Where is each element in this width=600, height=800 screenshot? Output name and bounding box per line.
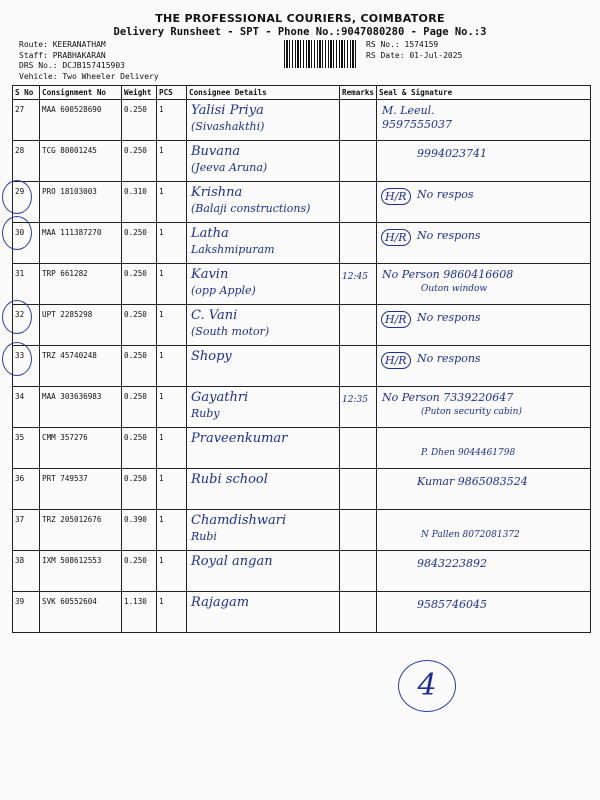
sno-circle-mark (2, 180, 32, 214)
consignee-detail: Lakshmipuram (191, 243, 275, 256)
signature-note: No respons (417, 311, 481, 324)
table-row (13, 428, 591, 469)
cell-consignment: PRO 18103003 (40, 182, 122, 223)
consignee-name: Krishna (191, 185, 243, 200)
header-consignment: Consignment No (40, 86, 122, 100)
table-row (13, 510, 591, 551)
cell-consignment: TRZ 45740248 (40, 346, 122, 387)
table-header-row (13, 86, 591, 100)
consignee-name: Gayathri (191, 390, 249, 405)
cell-pcs: 1 (157, 592, 187, 633)
signature-note: (Puton security cabin) (421, 407, 522, 417)
route-info (19, 40, 159, 82)
runsheet-subtitle: Delivery Runsheet - SPT - Phone No.:9047080280 - Page No.:3 (113, 26, 487, 38)
cell-pcs: 1 (157, 305, 187, 346)
cell-remarks (340, 223, 377, 264)
signature-note: Kumar 9865083524 (417, 475, 528, 488)
cell-seal-signature (377, 264, 591, 305)
signature-note: N Pallen 8072081372 (421, 530, 520, 540)
cell-consignee (187, 141, 340, 182)
signature-note: 9597555037 (382, 118, 452, 131)
consignee-name: Rubi school (191, 472, 268, 487)
company-title: THE PROFESSIONAL COURIERS, COIMBATORE (155, 12, 445, 25)
cell-weight: 0.390 (122, 510, 157, 551)
cell-consignee (187, 100, 340, 141)
consignee-name: Chamdishwari (191, 513, 287, 528)
consignee-name: Shopy (191, 349, 232, 364)
table-row (13, 592, 591, 633)
cell-weight: 0.250 (122, 264, 157, 305)
cell-sno: 27 (13, 100, 40, 141)
table-row (13, 264, 591, 305)
cell-weight: 0.250 (122, 305, 157, 346)
cell-sno: 29 (13, 182, 40, 223)
cell-seal-signature (377, 305, 591, 346)
signature-note: No Person 7339220647 (382, 391, 514, 404)
cell-consignee (187, 551, 340, 592)
cell-sno: 39 (13, 592, 40, 633)
signature-note: M. Leeul. (382, 104, 435, 117)
cell-remarks (340, 305, 377, 346)
consignee-detail: (Jeeva Aruna) (191, 161, 268, 174)
cell-consignment: MAA 111387270 (40, 223, 122, 264)
cell-seal-signature (377, 469, 591, 510)
rs-info (366, 40, 462, 61)
cell-weight: 0.250 (122, 551, 157, 592)
sno-circle-mark (2, 216, 32, 250)
cell-weight: 1.130 (122, 592, 157, 633)
cell-remarks (340, 141, 377, 182)
cell-seal-signature (377, 592, 591, 633)
consignee-detail: Rubi (191, 530, 217, 543)
cell-consignment: UPT 2285298 (40, 305, 122, 346)
cell-seal-signature (377, 346, 591, 387)
cell-pcs: 1 (157, 264, 187, 305)
header-consignee: Consignee Details (187, 86, 340, 100)
table-row (13, 305, 591, 346)
cell-consignment: IXM 508612553 (40, 551, 122, 592)
table-row (13, 469, 591, 510)
cell-consignment: TRZ 205012676 (40, 510, 122, 551)
consignee-name: Latha (191, 226, 229, 241)
cell-sno: 36 (13, 469, 40, 510)
table-row (13, 346, 591, 387)
cell-remarks (340, 592, 377, 633)
cell-weight: 0.250 (122, 100, 157, 141)
cell-seal-signature (377, 387, 591, 428)
cell-weight: 0.310 (122, 182, 157, 223)
consignee-detail: (opp Apple) (191, 284, 256, 297)
hr-mark: H/R (381, 188, 411, 205)
signature-note: Outon window (421, 284, 488, 294)
cell-pcs: 1 (157, 182, 187, 223)
cell-sno: 33 (13, 346, 40, 387)
barcode (284, 40, 358, 68)
cell-remarks (340, 551, 377, 592)
consignee-name: Royal angan (191, 554, 273, 569)
consignee-name: Praveenkumar (191, 431, 288, 446)
remark-time: 12:35 (342, 395, 368, 405)
signature-note: No respons (417, 229, 481, 242)
cell-pcs: 1 (157, 387, 187, 428)
cell-pcs: 1 (157, 428, 187, 469)
cell-weight: 0.250 (122, 346, 157, 387)
runsheet-table (12, 85, 591, 633)
hr-mark: H/R (381, 352, 411, 369)
hr-mark: H/R (381, 229, 411, 246)
cell-remarks (340, 428, 377, 469)
consignee-name: C. Vani (191, 308, 238, 323)
cell-remarks (340, 182, 377, 223)
cell-remarks (340, 264, 377, 305)
cell-pcs: 1 (157, 346, 187, 387)
rs-number: RS No.: 1574159 (366, 40, 439, 49)
cell-consignment: TCG 80001245 (40, 141, 122, 182)
sno-circle-mark (2, 342, 32, 376)
cell-consignee (187, 305, 340, 346)
cell-weight: 0.250 (122, 428, 157, 469)
cell-consignee (187, 592, 340, 633)
cell-sno: 32 (13, 305, 40, 346)
cell-remarks (340, 469, 377, 510)
cell-seal-signature (377, 428, 591, 469)
consignee-name: Rajagam (191, 595, 250, 610)
consignee-name: Yalisi Priya (191, 103, 264, 118)
signature-note: No Person 9860416608 (382, 268, 514, 281)
cell-consignee (187, 387, 340, 428)
signature-note: P. Dhen 9044461798 (421, 448, 516, 458)
cell-weight: 0.250 (122, 141, 157, 182)
cell-pcs: 1 (157, 551, 187, 592)
cell-consignment: MAA 600528690 (40, 100, 122, 141)
cell-seal-signature (377, 141, 591, 182)
consignee-detail: (South motor) (191, 325, 270, 338)
table-row (13, 551, 591, 592)
cell-consignment: CMM 357276 (40, 428, 122, 469)
route-line: Route: KEERANATHAM (19, 40, 106, 49)
vehicle-line: Vehicle: Two Wheeler Delivery (19, 71, 159, 81)
cell-sno: 38 (13, 551, 40, 592)
signature-note: 9994023741 (417, 147, 487, 160)
table-row (13, 141, 591, 182)
consignee-detail: Ruby (191, 407, 220, 420)
sno-circle-mark (2, 300, 32, 334)
remark-time: 12:45 (342, 272, 368, 282)
signature-note: No respons (417, 352, 481, 365)
cell-pcs: 1 (157, 223, 187, 264)
cell-seal-signature (377, 182, 591, 223)
cell-sno: 31 (13, 264, 40, 305)
cell-consignee (187, 223, 340, 264)
header-seal: Seal & Signature (377, 86, 591, 100)
table-row (13, 387, 591, 428)
header-remarks: Remarks (340, 86, 377, 100)
cell-weight: 0.250 (122, 223, 157, 264)
consignee-detail: (Sivashakthi) (191, 120, 265, 133)
table-row (13, 223, 591, 264)
table-row (13, 100, 591, 141)
cell-sno: 35 (13, 428, 40, 469)
header-pcs: PCS (157, 86, 187, 100)
cell-consignee (187, 264, 340, 305)
header-sno: S No (13, 86, 40, 100)
cell-consignment: TRP 661282 (40, 264, 122, 305)
cell-consignment: MAA 303636983 (40, 387, 122, 428)
cell-weight: 0.250 (122, 387, 157, 428)
cell-sno: 34 (13, 387, 40, 428)
cell-remarks (340, 346, 377, 387)
signature-note: No respos (417, 188, 474, 201)
cell-consignee (187, 428, 340, 469)
cell-pcs: 1 (157, 469, 187, 510)
header-weight: Weight (122, 86, 157, 100)
cell-consignment: SVK 60552604 (40, 592, 122, 633)
consignee-name: Kavin (191, 267, 229, 282)
consignee-name: Buvana (191, 144, 241, 159)
page-mark-circle: 4 (398, 660, 456, 712)
cell-remarks (340, 387, 377, 428)
cell-weight: 0.250 (122, 469, 157, 510)
cell-pcs: 1 (157, 510, 187, 551)
cell-seal-signature (377, 223, 591, 264)
staff-line: Staff: PRABHAKARAN (19, 50, 106, 60)
cell-consignee (187, 469, 340, 510)
rs-date: RS Date: 01-Jul-2025 (366, 50, 463, 60)
consignee-detail: (Balaji constructions) (191, 202, 311, 215)
cell-remarks (340, 510, 377, 551)
cell-consignee (187, 510, 340, 551)
signature-note: 9843223892 (417, 557, 487, 570)
cell-pcs: 1 (157, 141, 187, 182)
cell-consignee (187, 346, 340, 387)
cell-seal-signature (377, 100, 591, 141)
drs-line: DRS No.: DCJB157415903 (19, 61, 125, 70)
cell-sno: 30 (13, 223, 40, 264)
cell-seal-signature (377, 551, 591, 592)
cell-pcs: 1 (157, 100, 187, 141)
cell-consignee (187, 182, 340, 223)
cell-sno: 28 (13, 141, 40, 182)
cell-consignment: PRT 749537 (40, 469, 122, 510)
cell-remarks (340, 100, 377, 141)
cell-seal-signature (377, 510, 591, 551)
hr-mark: H/R (381, 311, 411, 328)
table-row (13, 182, 591, 223)
cell-sno: 37 (13, 510, 40, 551)
signature-note: 9585746045 (417, 598, 487, 611)
